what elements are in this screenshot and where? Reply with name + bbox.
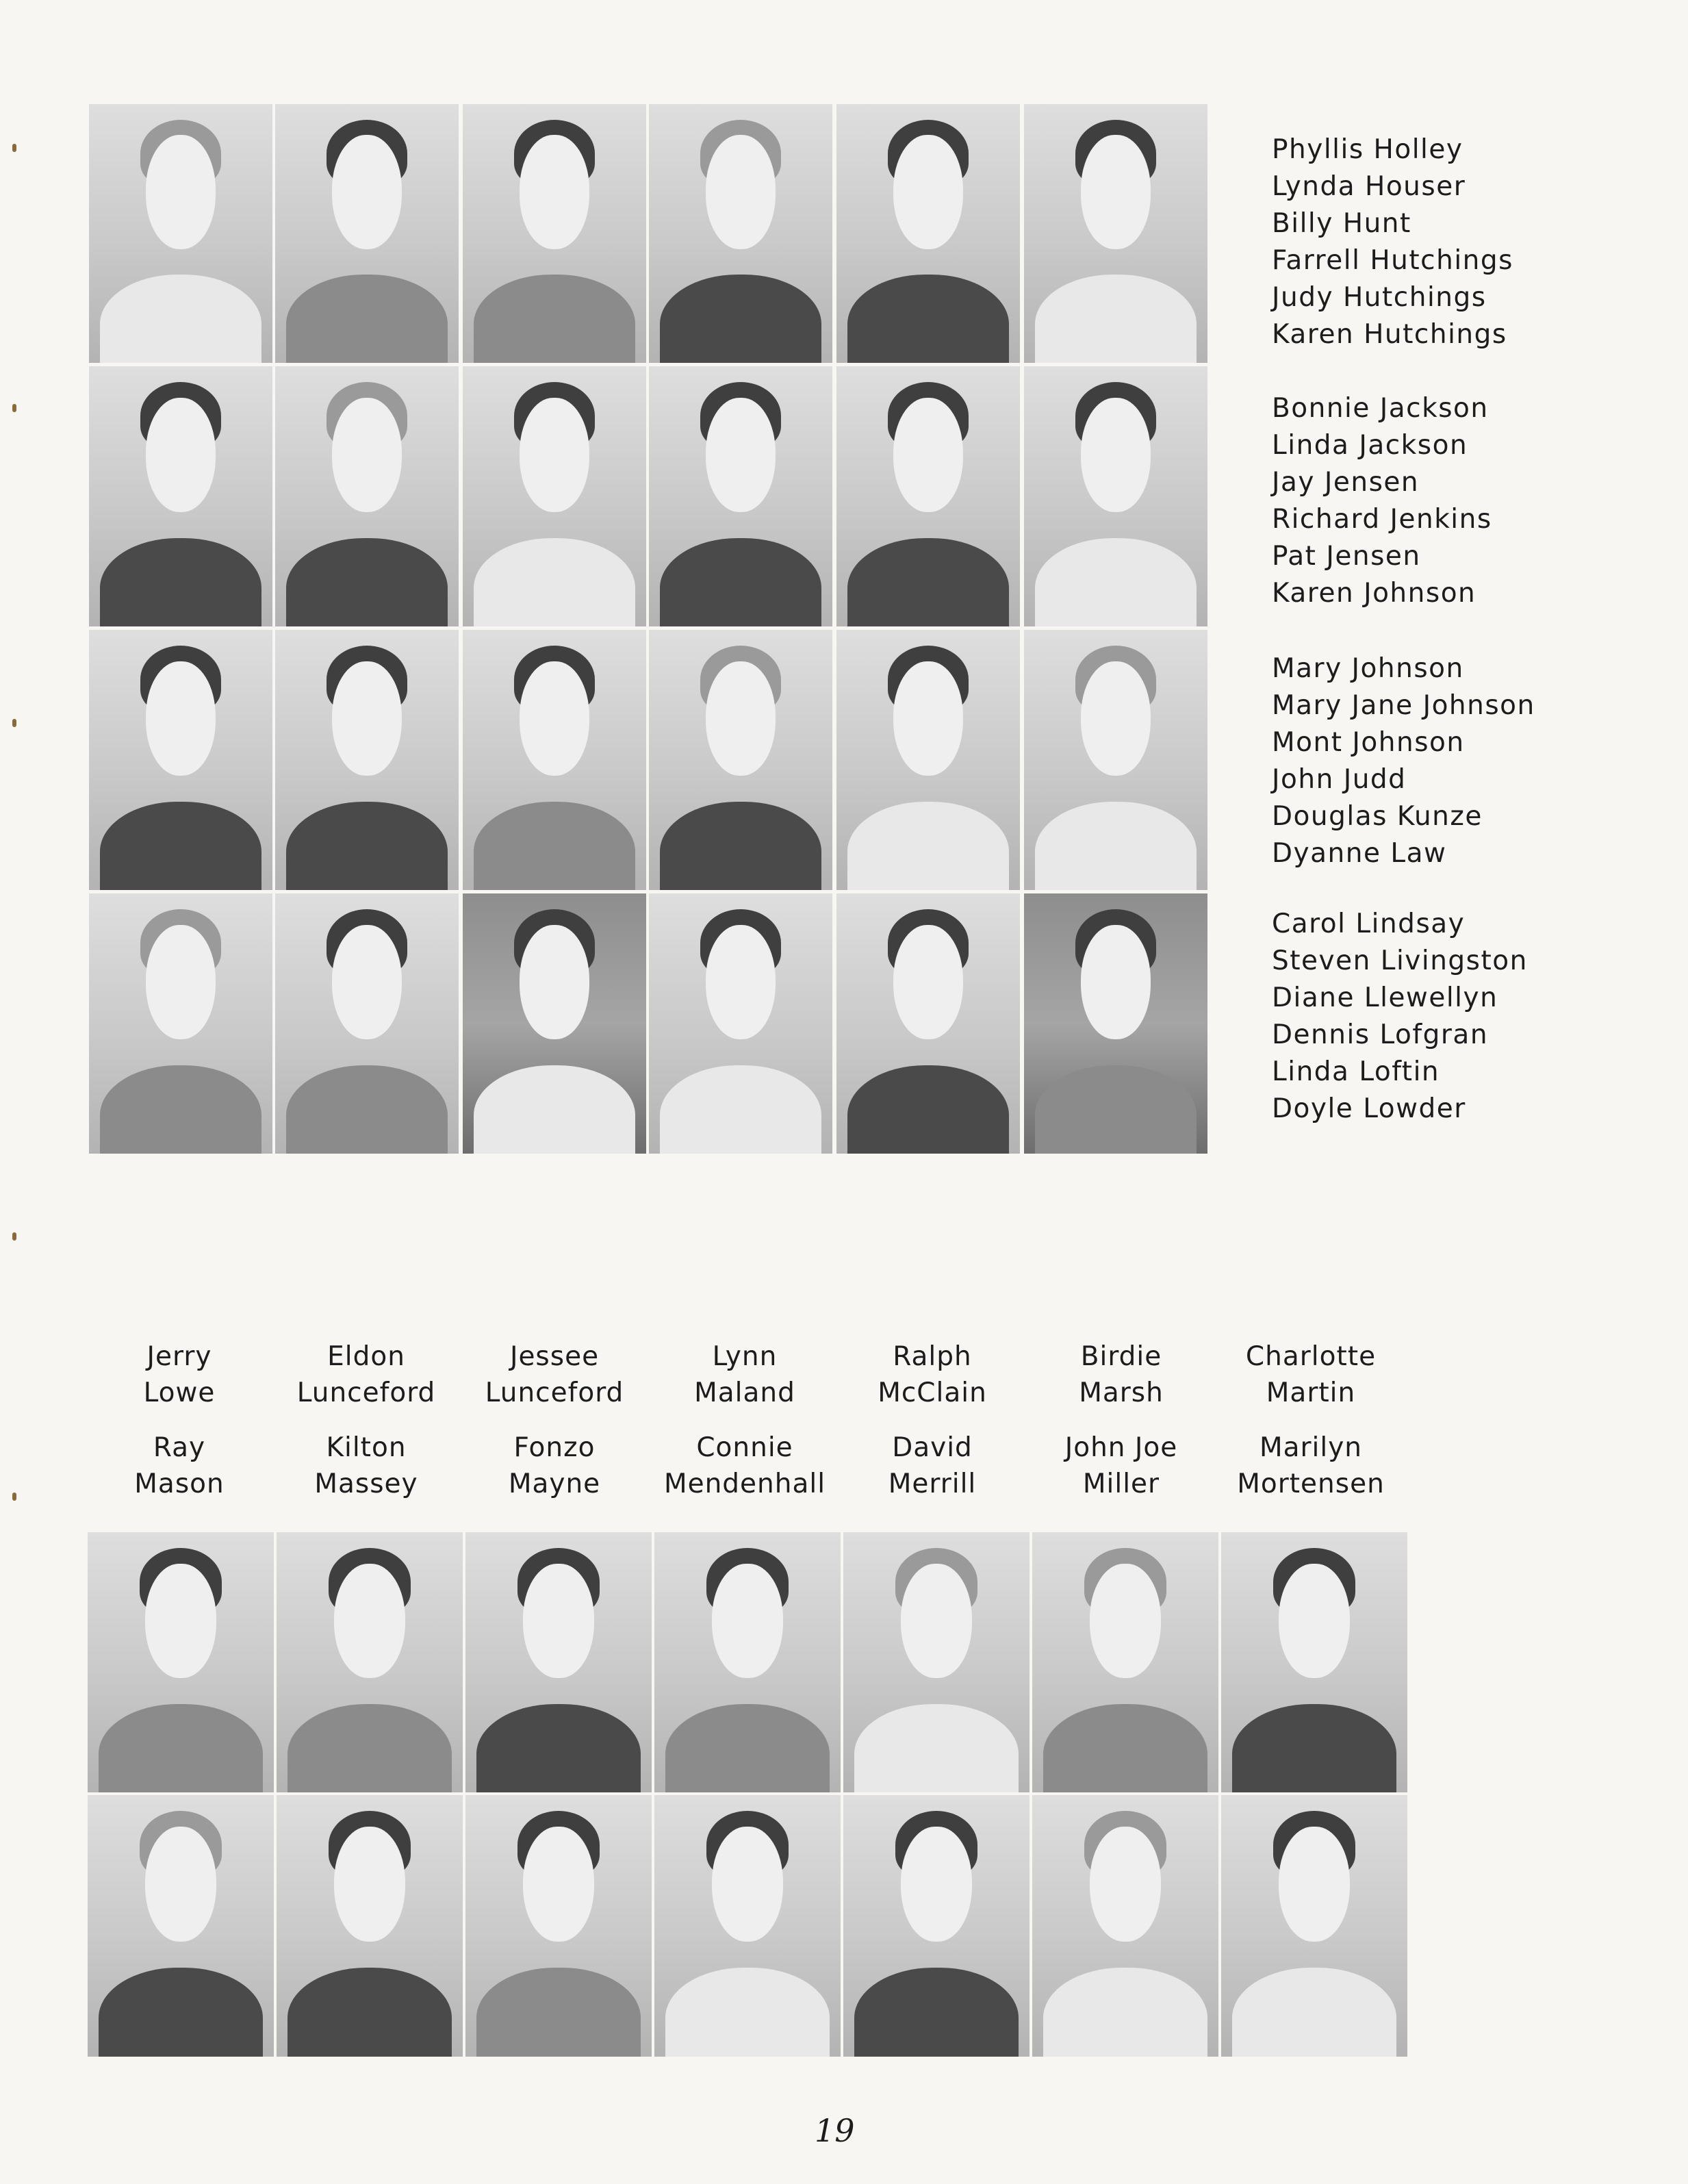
first-name: Eldon [327,1341,405,1372]
last-name: Mendenhall [663,1469,826,1499]
binding-mark [12,719,16,727]
student-name: Karen Johnson [1272,578,1476,609]
column-label-row-1 [656,1338,834,1411]
first-name: Lynn [712,1341,778,1372]
portrait-photo [649,630,832,890]
column-label-row-1 [1032,1338,1210,1411]
student-name: Dennis Lofgran [1272,1019,1489,1050]
student-name: Judy Hutchings [1272,282,1487,313]
portrait-photo [836,893,1020,1154]
last-name: McClain [878,1377,987,1408]
portrait-photo [463,893,646,1154]
last-name: Mason [134,1469,225,1499]
column-label-row-1 [277,1338,455,1411]
student-name: Dyanne Law [1272,838,1447,869]
first-name: Jessee [509,1341,600,1372]
student-name: Linda Jackson [1272,430,1468,461]
portrait-photo [1024,104,1207,363]
portrait-photo [1024,366,1207,626]
portrait-photo [1221,1532,1407,1792]
binding-mark [12,144,16,152]
column-label-row-1 [90,1338,268,1411]
portrait-photo [275,630,459,890]
portrait-photo [275,893,459,1154]
student-name: Richard Jenkins [1272,504,1492,535]
portrait-photo [88,1532,274,1792]
portrait-photo [89,104,272,363]
student-name: Phyllis Holley [1272,134,1463,165]
student-name: Bonnie Jackson [1272,393,1489,424]
binding-mark [12,404,16,412]
name-list-row-4 [1272,906,1528,1128]
last-name: Martin [1266,1377,1356,1408]
name-list-row-2 [1272,390,1492,612]
last-name: Mayne [508,1469,601,1499]
student-name: Pat Jensen [1272,541,1421,572]
portrait-photo [649,104,832,363]
last-name: Marsh [1079,1377,1164,1408]
student-name: Karen Hutchings [1272,319,1507,350]
column-label-row-2 [1222,1430,1400,1502]
portrait-photo [1024,630,1207,890]
first-name: John Joe [1064,1432,1178,1463]
portrait-photo [654,1795,841,2057]
portrait-photo [654,1532,841,1792]
student-name: Steven Livingston [1272,945,1528,976]
student-name: Farrell Hutchings [1272,245,1513,276]
last-name: Merrill [888,1469,977,1499]
portrait-photo [1221,1795,1407,2057]
last-name: Miller [1082,1469,1160,1499]
student-name: Doyle Lowder [1272,1093,1466,1124]
column-label-row-2 [277,1430,455,1502]
first-name: Kilton [326,1432,407,1463]
first-name: Ralph [893,1341,972,1372]
binding-mark [12,1232,16,1241]
portrait-photo [1032,1795,1218,2057]
column-label-row-2 [1032,1430,1210,1502]
portrait-photo [465,1795,652,2057]
page-number: 19 [815,2112,855,2149]
first-name: Connie [696,1432,793,1463]
portrait-photo [836,630,1020,890]
portrait-photo [649,893,832,1154]
portrait-photo [463,104,646,363]
column-label-row-2 [465,1430,643,1502]
last-name: Lowe [143,1377,216,1408]
portrait-photo [1032,1532,1218,1792]
portrait-photo [89,630,272,890]
last-name: Lunceford [485,1377,624,1408]
student-name: Linda Loftin [1272,1056,1440,1087]
first-name: Ray [153,1432,206,1463]
column-label-row-1 [1222,1338,1400,1411]
last-name: Lunceford [296,1377,436,1408]
name-list-row-1 [1272,131,1513,353]
first-name: Fonzo [513,1432,596,1463]
portrait-photo [465,1532,652,1792]
column-label-row-2 [843,1430,1021,1502]
binding-mark [12,1493,16,1501]
student-name: Mary Johnson [1272,653,1464,684]
first-name: David [892,1432,973,1463]
portrait-photo [463,366,646,626]
student-name: Billy Hunt [1272,208,1411,239]
student-name: Diane Llewellyn [1272,982,1498,1013]
portrait-photo [89,893,272,1154]
portrait-photo [275,104,459,363]
first-name: Birdie [1080,1341,1162,1372]
portrait-photo [836,366,1020,626]
student-name: John Judd [1272,764,1407,795]
first-name: Marilyn [1259,1432,1363,1463]
first-name: Charlotte [1245,1341,1377,1372]
last-name: Maland [694,1377,795,1408]
portrait-photo [843,1795,1030,2057]
column-label-row-1 [465,1338,643,1411]
student-name: Jay Jensen [1272,467,1420,498]
name-list-row-3 [1272,650,1535,872]
column-label-row-1 [843,1338,1021,1411]
portrait-photo [843,1532,1030,1792]
last-name: Massey [314,1469,418,1499]
portrait-photo [277,1795,463,2057]
column-label-row-2 [90,1430,268,1502]
student-name: Mary Jane Johnson [1272,690,1535,721]
portrait-photo [275,366,459,626]
student-name: Mont Johnson [1272,727,1465,758]
student-name: Douglas Kunze [1272,801,1483,832]
portrait-photo [88,1795,274,2057]
student-name: Lynda Houser [1272,171,1466,202]
portrait-photo [649,366,832,626]
portrait-photo [836,104,1020,363]
portrait-photo [463,630,646,890]
column-label-row-2 [656,1430,834,1502]
portrait-photo [1024,893,1207,1154]
portrait-photo [89,366,272,626]
student-name: Carol Lindsay [1272,909,1466,939]
portrait-photo [277,1532,463,1792]
first-name: Jerry [146,1341,212,1372]
last-name: Mortensen [1237,1469,1385,1499]
